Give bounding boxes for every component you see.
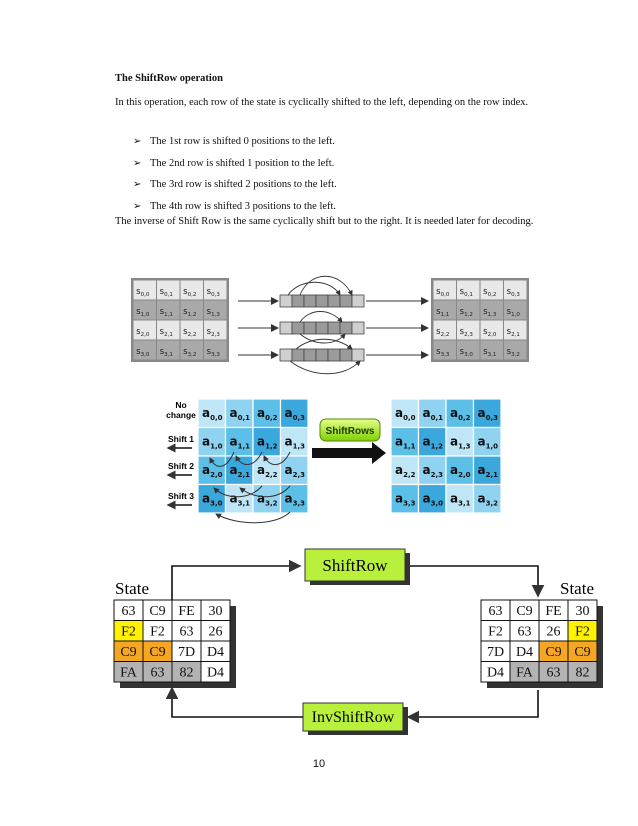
f1-right-cell-label: $s_{1,2}$ [459, 307, 473, 318]
arrow-bullet-icon: ➢ [133, 136, 142, 147]
f2-right-cell-label: $a_{1,1}$ [395, 434, 416, 451]
f2-left-cell-label: $a_{0,0}$ [202, 406, 223, 422]
f3-right-state-cell-label: 63 [517, 624, 532, 640]
f2-left-cell-label: $a_{1,3}$ [284, 434, 306, 451]
f2-left-cell-label: $a_{3,1}$ [229, 491, 251, 508]
figure-3-state-example [114, 549, 603, 735]
f1-rotate-arc [288, 282, 340, 295]
f3-left-state-cell-label: FA [120, 665, 137, 681]
f1-right-cell-label: $s_{0,3}$ [506, 287, 520, 298]
page-number: 10 [312, 758, 326, 770]
f3-right-state-cell-label: 82 [575, 665, 590, 681]
f2-right-cell-label: $a_{2,0}$ [450, 463, 471, 479]
f2-right-cell-label: $a_{0,2}$ [450, 406, 471, 422]
f3-left-state-cell-label: C9 [149, 645, 166, 660]
f2-big-arrow-icon [312, 442, 386, 464]
f3-to-invshiftrow-arrow [408, 690, 538, 717]
figure-2-a-shiftrows [166, 399, 501, 523]
bullet-item: ➢ The 4th row is shifted 3 positions to the left. [133, 196, 337, 218]
f1-left-cell-label: $s_{3,3}$ [206, 347, 220, 358]
f1-left-cell-label: $s_{0,2}$ [183, 287, 197, 298]
f2-left-cell-label: $a_{0,2}$ [257, 406, 278, 422]
f3-right-state-cell-label: F2 [488, 624, 503, 640]
f1-rotor-block [340, 349, 352, 361]
f1-right-cell-label: $s_{2,3}$ [459, 327, 473, 338]
f3-right-state-cell-label: FE [545, 604, 562, 619]
f2-shift-arc [216, 512, 290, 523]
f1-rotor-block [340, 322, 352, 334]
f2-right-cell-label: $a_{3,2}$ [477, 491, 499, 508]
f3-right-state-cell-label: C9 [574, 645, 591, 660]
f2-left-cell-label: $a_{0,1}$ [229, 406, 251, 422]
f1-rotor-block [316, 295, 328, 307]
f1-rotor-block [280, 295, 292, 307]
f1-left-cell-label: $s_{1,2}$ [183, 307, 197, 318]
f3-shiftrow-label: ShiftRow [322, 556, 388, 575]
f1-right-cell-label: $s_{2,1}$ [506, 327, 520, 338]
bullet-item: ➢ The 3rd row is shifted 2 positions to the left. [133, 174, 337, 196]
f2-right-cell-label: $a_{1,0}$ [477, 434, 499, 451]
f3-left-state-cell-label: D4 [206, 645, 225, 660]
f1-left-cell-label: $s_{1,1}$ [159, 307, 173, 318]
f3-right-state-cell-label: 26 [546, 624, 561, 640]
f2-right-cell-label: $a_{2,2}$ [395, 463, 416, 479]
f3-right-state-cell-label: 63 [546, 665, 561, 681]
f1-rotate-arc [296, 339, 352, 349]
f1-rotate-arc [290, 361, 360, 374]
f2-right-cell-label: $a_{0,1}$ [422, 406, 444, 422]
f1-left-cell-label: $s_{1,3}$ [206, 307, 220, 318]
arrow-bullet-icon: ➢ [133, 157, 142, 169]
f1-right-cell-label: $s_{0,2}$ [483, 287, 497, 298]
intro-paragraph: In this operation, each row of the state is cyclically shifted to the left, depending on the row index. [115, 97, 529, 108]
f1-rotor-block [328, 322, 340, 334]
f1-rotor-block [304, 349, 316, 361]
arrow-bullet-icon: ➢ [133, 200, 142, 212]
f1-left-cell-label: $s_{2,1}$ [159, 327, 173, 338]
f2-right-cell-label: $a_{3,1}$ [450, 491, 471, 508]
f1-rotate-arc [300, 312, 342, 323]
f1-rotor-block [328, 295, 340, 307]
f3-left-title: State [115, 579, 149, 598]
f1-rotor-block [328, 349, 340, 361]
f2-row-label: Shift 3 [168, 491, 194, 501]
f2-left-cell-label: $a_{2,1}$ [229, 463, 251, 479]
f3-left-state-cell-label: 82 [179, 665, 194, 681]
f1-right-cell-label: $s_{2,2}$ [436, 327, 450, 338]
f2-left-cell-label: $a_{3,0}$ [202, 491, 223, 508]
f3-right-state-cell-label: D4 [486, 665, 505, 681]
f1-left-cell-label: $s_{2,0}$ [136, 327, 150, 338]
figure-1-s-shift [131, 276, 529, 374]
f3-left-state-cell-label: 30 [208, 604, 223, 619]
f2-left-cell-label: $a_{2,0}$ [202, 463, 223, 479]
f1-rotor-block [304, 322, 316, 334]
f1-right-cell-label: $s_{0,0}$ [436, 287, 450, 298]
f3-left-state-cell-label: 26 [208, 624, 223, 640]
f2-shiftrows-label: ShiftRows [325, 426, 375, 437]
bullet-item: ➢ The 1st row is shifted 0 positions to the left. [133, 131, 337, 153]
f3-left-state-cell-label: F2 [121, 624, 136, 640]
f1-rotor-block [304, 295, 316, 307]
bullet-item: ➢ The 2nd row is shifted 1 position to the left. [133, 153, 337, 175]
f1-right-cell-label: $s_{3,1}$ [483, 347, 497, 358]
f1-rotor-block [316, 349, 328, 361]
f1-right-cell-label: $s_{1,3}$ [483, 307, 497, 318]
f2-right-cell-label: $a_{0,3}$ [477, 406, 499, 422]
f2-row-label: Shift 2 [168, 461, 194, 471]
f1-left-cell-label: $s_{3,0}$ [136, 347, 150, 358]
f1-right-cell-label: $s_{3,2}$ [506, 347, 520, 358]
f3-left-state-cell-label: D4 [206, 665, 225, 681]
f3-left-state-cell-label: 63 [179, 624, 194, 640]
f2-left-cell-label: $a_{2,2}$ [257, 463, 278, 479]
f3-invshiftrow-label: InvShiftRow [311, 709, 395, 726]
f1-left-cell-label: $s_{0,3}$ [206, 287, 220, 298]
f2-right-cell-label: $a_{2,3}$ [422, 463, 444, 479]
f3-left-state-cell-label: 63 [150, 665, 165, 681]
f3-left-state-cell-label: C9 [120, 645, 137, 660]
f1-right-cell-label: $s_{3,0}$ [459, 347, 473, 358]
f2-row-label: change [166, 410, 196, 420]
f1-rotor-block [280, 349, 292, 361]
f3-left-state-cell-label: 63 [121, 604, 136, 619]
f1-left-cell-label: $s_{2,2}$ [183, 327, 197, 338]
f1-rotor-block [352, 349, 364, 361]
f1-right-cell-label: $s_{1,1}$ [436, 307, 450, 318]
f1-rotor-block [316, 322, 328, 334]
f3-left-state-cell-label: FE [178, 604, 195, 619]
f3-to-left-state-arrow [172, 688, 303, 717]
f1-right-cell-label: $s_{2,0}$ [483, 327, 497, 338]
f3-right-state-cell-label: D4 [515, 645, 534, 660]
f2-right-cell-label: $a_{2,1}$ [477, 463, 499, 479]
f2-left-cell-label: $a_{2,3}$ [284, 463, 306, 479]
f1-rotor-block [292, 295, 304, 307]
section-heading: The ShiftRow operation [115, 73, 223, 84]
f1-rotor-block [352, 295, 364, 307]
f1-rotor-block [292, 349, 304, 361]
f3-right-state-cell-label: 63 [488, 604, 503, 619]
f1-right-cell-label: $s_{3,3}$ [436, 347, 450, 358]
f1-rotor-block [280, 322, 292, 334]
f3-to-right-state-arrow [410, 566, 538, 596]
f1-left-cell-label: $s_{3,2}$ [183, 347, 197, 358]
f3-right-state-cell-label: 7D [486, 645, 505, 660]
f3-right-state-cell-label: C9 [516, 604, 533, 619]
f2-left-cell-label: $a_{1,2}$ [257, 434, 278, 451]
f3-right-state-cell-label: F2 [575, 624, 590, 640]
f1-right-cell-label: $s_{0,1}$ [459, 287, 473, 298]
f3-to-shiftrow-arrow [172, 566, 300, 600]
f2-left-cell-label: $a_{3,2}$ [257, 491, 278, 508]
f2-right-cell-label: $a_{1,3}$ [450, 434, 471, 451]
f1-left-cell-label: $s_{0,1}$ [159, 287, 173, 298]
f1-rotor-block [340, 295, 352, 307]
f2-left-cell-label: $a_{1,1}$ [229, 434, 251, 451]
f3-left-state-cell-label: F2 [150, 624, 165, 640]
f1-rotor-block [292, 322, 304, 334]
f1-rotor-block [352, 322, 364, 334]
f2-left-cell-label: $a_{1,0}$ [202, 434, 223, 451]
f1-left-cell-label: $s_{3,1}$ [159, 347, 173, 358]
f2-left-cell-label: $a_{0,3}$ [284, 406, 306, 422]
f1-right-cell-label: $s_{1,0}$ [506, 307, 520, 318]
f3-right-state-cell-label: 30 [575, 604, 590, 619]
f3-right-title: State [560, 579, 594, 598]
f1-left-cell-label: $s_{2,3}$ [206, 327, 220, 338]
inverse-paragraph: The inverse of Shift Row is the same cyclically shift but to the right. It is needed later for decoding. [115, 216, 534, 227]
arrow-bullet-icon: ➢ [133, 179, 142, 190]
f3-right-state-cell-label: FA [516, 665, 533, 681]
f1-left-cell-label: $s_{0,0}$ [136, 287, 150, 298]
f3-left-state-cell-label: 7D [177, 645, 196, 660]
f3-right-state-cell-label: C9 [545, 645, 562, 660]
f1-left-cell-label: $s_{1,0}$ [136, 307, 150, 318]
f2-left-cell-label: $a_{3,3}$ [284, 491, 306, 508]
f2-right-cell-label: $a_{3,3}$ [395, 491, 416, 508]
f3-left-state-cell-label: C9 [149, 604, 166, 619]
f1-rotate-arc [300, 276, 352, 295]
f2-right-cell-label: $a_{0,0}$ [395, 406, 416, 422]
f2-row-label: No [175, 400, 187, 410]
f2-right-cell-label: $a_{1,2}$ [422, 434, 444, 451]
f2-row-label: Shift 1 [168, 434, 194, 444]
f2-right-cell-label: $a_{3,0}$ [422, 491, 444, 508]
